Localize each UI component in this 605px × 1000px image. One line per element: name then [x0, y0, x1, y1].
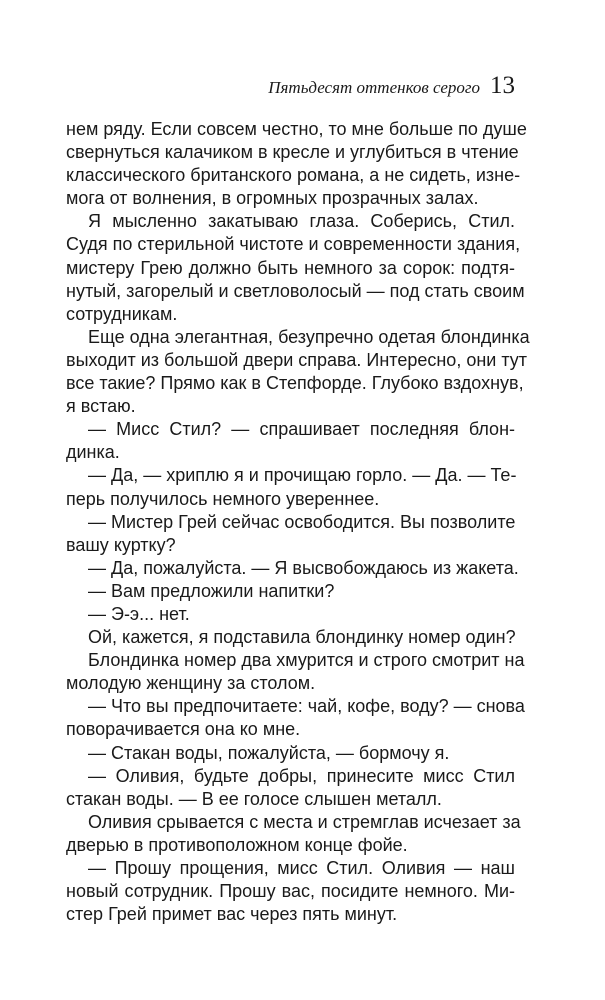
text-line: поворачивается она ко мне.	[66, 719, 301, 740]
running-header	[66, 72, 515, 100]
text-line: классического британского романа, а не сидеть, изне-	[66, 165, 521, 186]
text-line: — Да, — хриплю я и прочищаю горло. — Да. — Те-	[88, 465, 517, 486]
text-line: — Мисс Стил? — спрашивает последняя блон-	[88, 419, 515, 440]
text-line: вашу куртку?	[66, 534, 176, 555]
text-line: Я мысленно закатываю глаза. Соберись, Стил.	[88, 211, 515, 232]
text-line: молодую женщину за столом.	[66, 673, 316, 694]
text-line: — Стакан воды, пожалуйста, — бормочу я.	[88, 742, 450, 763]
text-line: — Прошу прощения, мисс Стил. Оливия — наш	[88, 858, 515, 878]
body-text	[66, 118, 530, 926]
text-line: новый сотрудник. Прошу вас, посидите немного. Ми-	[66, 881, 515, 902]
text-line: выходит из большой двери справа. Интересно, они тут	[66, 349, 528, 370]
text-line: все такие? Прямо как в Степфорде. Глубоко вздохнув,	[66, 373, 524, 394]
text-line: динка.	[66, 442, 120, 463]
text-line: перь получилось немного увереннее.	[66, 488, 380, 509]
text-line: стакан воды. — В ее голосе слышен металл.	[66, 788, 442, 809]
text-line: свернуться калачиком в кресле и углубиться в чтение	[66, 142, 519, 163]
text-line: я встаю.	[66, 396, 136, 417]
text-line: сотрудникам.	[66, 303, 178, 324]
text-line: Оливия срывается с места и стремглав исчезает за	[88, 811, 521, 832]
text-line: мога от волнения, в огромных прозрачных залах.	[66, 188, 479, 209]
text-line: нутый, загорелый и светловолосый — под стать своим	[66, 280, 525, 301]
text-line: дверью в противоположном конце фойе.	[66, 834, 408, 855]
book-title: Пятьдесят оттенков серого	[268, 78, 480, 97]
text-line: — Да, пожалуйста. — Я высвобождаюсь из жакета.	[88, 557, 519, 578]
text-line: нем ряду. Если совсем честно, то мне больше по душе	[66, 119, 527, 139]
text-line: — Вам предложили напитки?	[88, 580, 335, 601]
text-line: — Что вы предпочитаете: чай, кофе, воду? — снова	[88, 696, 525, 717]
page-number: 13	[490, 72, 515, 99]
text-line: Блондинка номер два хмурится и строго смотрит на	[88, 650, 525, 671]
text-line: мистеру Грею должно быть немного за сорок: подтя-	[66, 257, 515, 278]
text-line: — Оливия, будьте добры, принесите мисс Стил	[88, 765, 515, 786]
text-line: Еще одна элегантная, безупречно одетая блондинка	[88, 326, 530, 347]
text-line: стер Грей примет вас через пять минут.	[66, 904, 398, 925]
text-line: Ой, кажется, я подставила блондинку номер один?	[88, 627, 516, 648]
text-line: — Мистер Грей сейчас освободится. Вы позволите	[88, 511, 516, 532]
text-line: — Э-э... нет.	[88, 603, 190, 624]
text-line: Судя по стерильной чистоте и современности здания,	[66, 234, 521, 255]
